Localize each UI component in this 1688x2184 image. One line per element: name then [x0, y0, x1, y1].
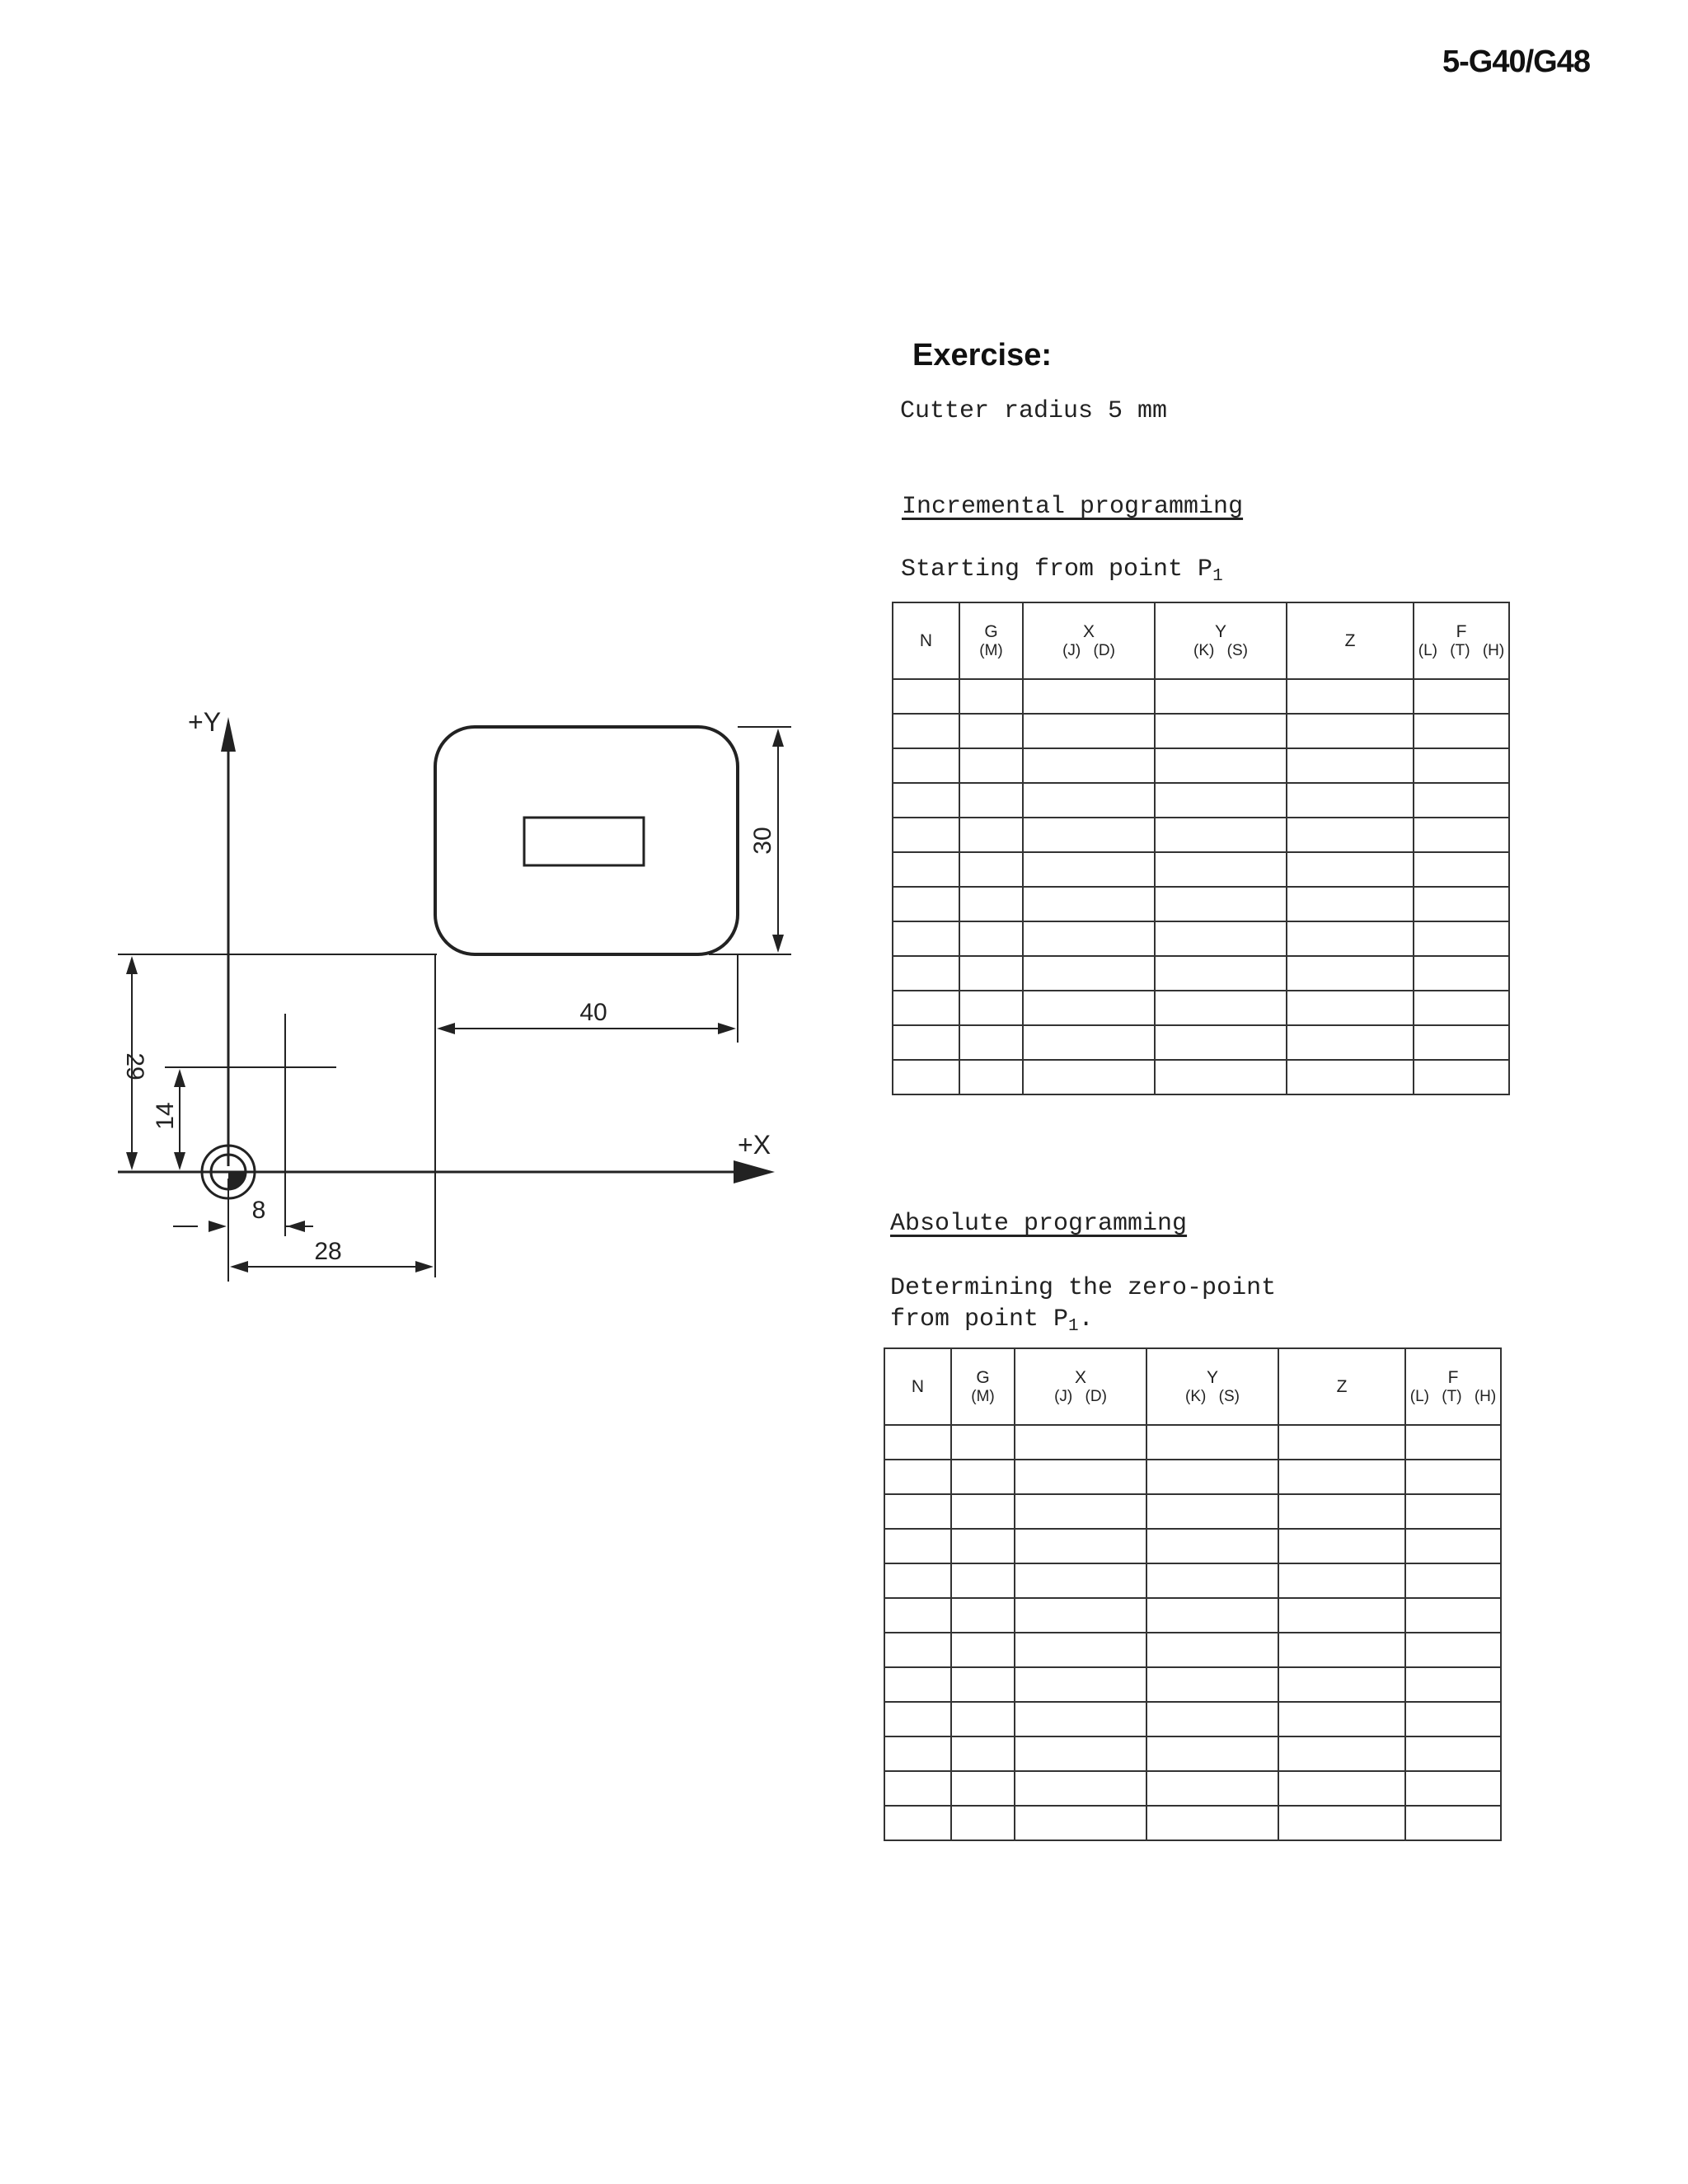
column-header-main: Y — [1214, 621, 1226, 641]
column-header-sub: (J) (D) — [1054, 1387, 1107, 1405]
column-header-sub: (M) — [971, 1387, 995, 1405]
workpiece-outline — [435, 727, 738, 954]
column-header-sub: (L) (T) (H) — [1409, 1387, 1497, 1405]
absolute-instruction-text: from point P — [890, 1305, 1069, 1333]
column-header-sub: (L) (T) (H) — [1418, 641, 1505, 659]
dimension-label-14: 14 — [152, 1102, 179, 1130]
point-subscript: 1 — [1212, 567, 1223, 586]
absolute-heading: Absolute programming — [890, 1210, 1188, 1238]
y-axis-arrowhead — [221, 717, 236, 752]
point-subscript: 1 — [1068, 1317, 1079, 1336]
column-header-main: F — [1456, 621, 1467, 641]
column-header-sub: (K) (S) — [1185, 1387, 1240, 1405]
x-axis-label: +X — [738, 1130, 771, 1160]
column-header-main: Z — [1344, 631, 1356, 650]
column-header-main: G — [976, 1367, 990, 1387]
absolute-instruction-line1: Determining the zero-point — [890, 1274, 1277, 1302]
cutter-radius-text: Cutter radius 5 mm — [900, 397, 1168, 425]
column-header-sub: (K) (S) — [1193, 641, 1248, 659]
dimension-label-30: 30 — [749, 827, 776, 855]
y-axis-label: +Y — [188, 707, 222, 737]
column-header-main: F — [1447, 1367, 1459, 1387]
column-header-main: X — [1074, 1367, 1086, 1387]
column-header-main: X — [1082, 621, 1095, 641]
inner-rectangle — [524, 818, 644, 865]
dimension-label-28: 28 — [314, 1238, 342, 1265]
start-point-quadrant — [228, 1172, 246, 1189]
x-axis-arrowhead — [734, 1160, 775, 1183]
column-header-main: Y — [1206, 1367, 1218, 1387]
incremental-heading: Incremental programming — [902, 493, 1244, 521]
dimension-label-40: 40 — [579, 999, 607, 1026]
dimension-label-8: 8 — [251, 1197, 266, 1224]
column-header-sub: (M) — [979, 641, 1003, 659]
absolute-instruction-suffix: . — [1078, 1305, 1094, 1333]
column-header-main: N — [919, 631, 933, 650]
column-header-main: Z — [1336, 1377, 1348, 1396]
column-header-main: N — [911, 1377, 925, 1396]
incremental-instruction-text: Starting from point P — [901, 555, 1213, 583]
column-header-sub: (J) (D) — [1062, 641, 1115, 659]
page-code: 5-G40/G48 — [1442, 45, 1590, 79]
dimension-label-29: 29 — [121, 1052, 148, 1080]
exercise-title: Exercise: — [912, 338, 1053, 373]
column-header-main: G — [984, 621, 998, 641]
